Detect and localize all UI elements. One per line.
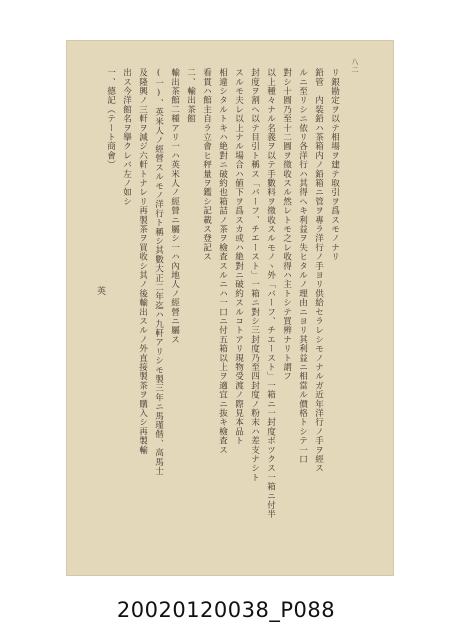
image-caption: 20020120038_P088	[116, 598, 336, 622]
text-column-5: 以上種々ナル名義ヲ以テ手數料ヲ徵收スルモノヽ外「バーフ、チエースト」一箱ニ一封度ボツクス一箱ニ付半	[265, 68, 276, 519]
text-column-13: 及隆興ノ三軒ヲ減ジ六軒トナレリ再製茶ヲ買收シ其ノ後輸出スルノ外直接製茶ヲ購入シ再製輸	[137, 68, 148, 455]
text-column-11: 輸出茶館二種アリ一ハ英米人ノ經營ニ屬シ一ハ內地人ノ經營ニ屬ス	[169, 68, 180, 344]
signature-mark: 英	[95, 286, 105, 295]
text-column-4: 對シ十圓乃至十二圓ヲ徵收スル然レトモ之レ收得ハ主トシテ買辨ナリト謂フ	[281, 68, 292, 381]
text-column-3: ルニ至リシニ依リ各洋行ハ其得ヘキ利益ヲ失ヒタルノ理由ニヨリ其利益ニ相當ル價格トシテ一口	[297, 68, 308, 464]
text-column-15: 一、德記（テート商會）	[105, 68, 116, 170]
text-column-2: 鉛管 内装鉛ハ茶箱内ノ鉛箱ニ管ヲ專ラ洋行ノ手ヨリ供給セラレシモノナルガ近年洋行ノ手ヲ經ス	[313, 68, 324, 473]
text-column-7: スルモ夫レ以上ナル場合ハ値下ヲ爲スカ或ハ絶對ニ破約スルコトアリ現物受渡ノ際見本品ト	[233, 68, 244, 446]
text-column-14: 出ス今洋館名ヲ擧クレバ左ノ如シ	[121, 68, 132, 206]
text-column-9: 看貫ハ館主自ラ立會ヒ秤量ヲ鑑シ記載ス登記ス	[201, 68, 212, 262]
text-column-12: (一)、英米人ノ經營スルモノ洋行ト稱シ其數大正二年迄ハ九軒アリシモ製三年ニ馬瑾偕、高馬士	[153, 68, 164, 476]
text-column-6: 封度ヲ割ヘ以テ目引ト稱ス「バーフ、チエースト」一箱ニ對シ三封度乃至四封度ノ粉末ハ差支ナシト	[249, 68, 260, 482]
page-number: 八二	[351, 58, 359, 74]
text-column-1: リ銀勘定ヲ以テ相場ヲ建テ取引ヲ爲スモノナリ	[329, 68, 340, 262]
section-heading: 二、輸出茶館	[185, 68, 196, 124]
text-column-8: 相違シタルトキハ絶對ニ破約也箱詰ノ茶ヲ檢査スルニハ一口ニ付五箱以上ヲ適宜ニ抜キ檢査ス	[217, 68, 228, 455]
